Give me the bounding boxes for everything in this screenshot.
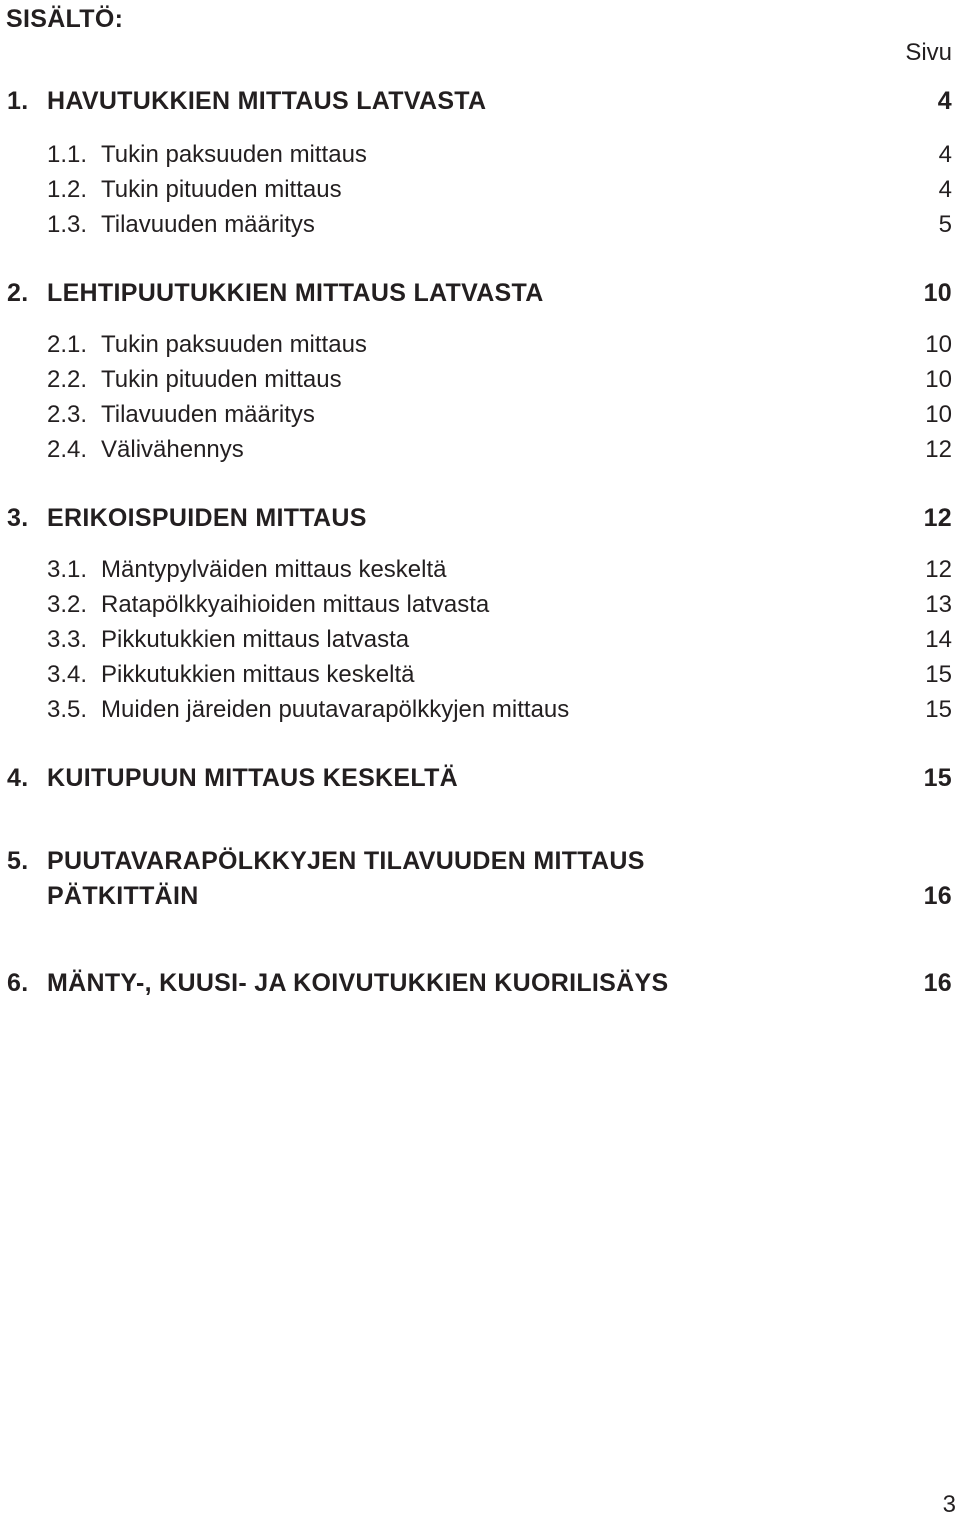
subsection-number: 1.1.	[47, 141, 88, 168]
subsection-page: 14	[925, 626, 952, 653]
section-title-line2: PÄTKITTÄIN	[47, 882, 199, 910]
subsection-number: 3.2.	[47, 591, 88, 618]
section-page: 12	[923, 504, 952, 532]
subsection-title: Mäntypylväiden mittaus keskeltä	[101, 556, 447, 583]
subsection-title: Pikkutukkien mittaus keskeltä	[101, 661, 415, 688]
subsection-title: Välivähennys	[101, 436, 244, 463]
subsection-title: Tilavuuden määritys	[101, 401, 315, 428]
page-column-label: Sivu	[905, 39, 952, 66]
subsection-number: 2.1.	[47, 331, 88, 358]
subsection-page: 10	[925, 401, 952, 428]
subsection-title: Tilavuuden määritys	[101, 211, 315, 238]
section-title: PUUTAVARAPÖLKKYJEN TILAVUUDEN MITTAUS	[47, 847, 645, 875]
subsection-page: 15	[925, 696, 952, 723]
section-title: MÄNTY-, KUUSI- JA KOIVUTUKKIEN KUORILISÄYS	[47, 969, 669, 997]
section-title: ERIKOISPUIDEN MITTAUS	[47, 504, 367, 532]
subsection-number: 2.4.	[47, 436, 88, 463]
subsection-title: Tukin paksuuden mittaus	[101, 141, 367, 168]
subsection-title: Tukin paksuuden mittaus	[101, 331, 367, 358]
subsection-page: 12	[925, 436, 952, 463]
section-number: 4.	[7, 764, 29, 792]
subsection-page: 15	[925, 661, 952, 688]
subsection-title: Tukin pituuden mittaus	[101, 366, 342, 393]
subsection-title: Pikkutukkien mittaus latvasta	[101, 626, 410, 653]
section-page: 16	[923, 969, 952, 997]
section-title: LEHTIPUUTUKKIEN MITTAUS LATVASTA	[47, 279, 544, 307]
subsection-page: 4	[938, 141, 952, 168]
subsection-page: 10	[925, 331, 952, 358]
subsection-page: 4	[938, 176, 952, 203]
subsection-number: 3.1.	[47, 556, 88, 583]
subsection-number: 3.3.	[47, 626, 88, 653]
section-number: 5.	[7, 847, 29, 875]
section-number: 3.	[7, 504, 29, 532]
subsection-title: Tukin pituuden mittaus	[101, 176, 342, 203]
toc-title: SISÄLTÖ:	[6, 5, 124, 33]
subsection-page: 10	[925, 366, 952, 393]
section-title: KUITUPUUN MITTAUS KESKELTÄ	[47, 764, 459, 792]
section-title: HAVUTUKKIEN MITTAUS LATVASTA	[47, 87, 487, 115]
section-number: 6.	[7, 969, 29, 997]
subsection-page: 12	[925, 556, 952, 583]
subsection-number: 3.5.	[47, 696, 88, 723]
section-page: 10	[923, 279, 952, 307]
subsection-page: 5	[938, 211, 952, 238]
section-number: 1.	[7, 87, 29, 115]
subsection-page: 13	[925, 591, 952, 618]
footer-page-number: 3	[942, 1491, 956, 1518]
subsection-number: 2.2.	[47, 366, 88, 393]
subsection-number: 1.3.	[47, 211, 88, 238]
subsection-number: 3.4.	[47, 661, 88, 688]
section-page: 4	[937, 87, 952, 115]
subsection-title: Muiden järeiden puutavarapölkkyjen mittaus	[101, 696, 570, 723]
subsection-title: Ratapölkkyaihioiden mittaus latvasta	[101, 591, 490, 618]
section-number: 2.	[7, 279, 29, 307]
subsection-number: 1.2.	[47, 176, 88, 203]
section-page: 15	[923, 764, 952, 792]
section-page: 16	[923, 882, 952, 910]
subsection-number: 2.3.	[47, 401, 88, 428]
